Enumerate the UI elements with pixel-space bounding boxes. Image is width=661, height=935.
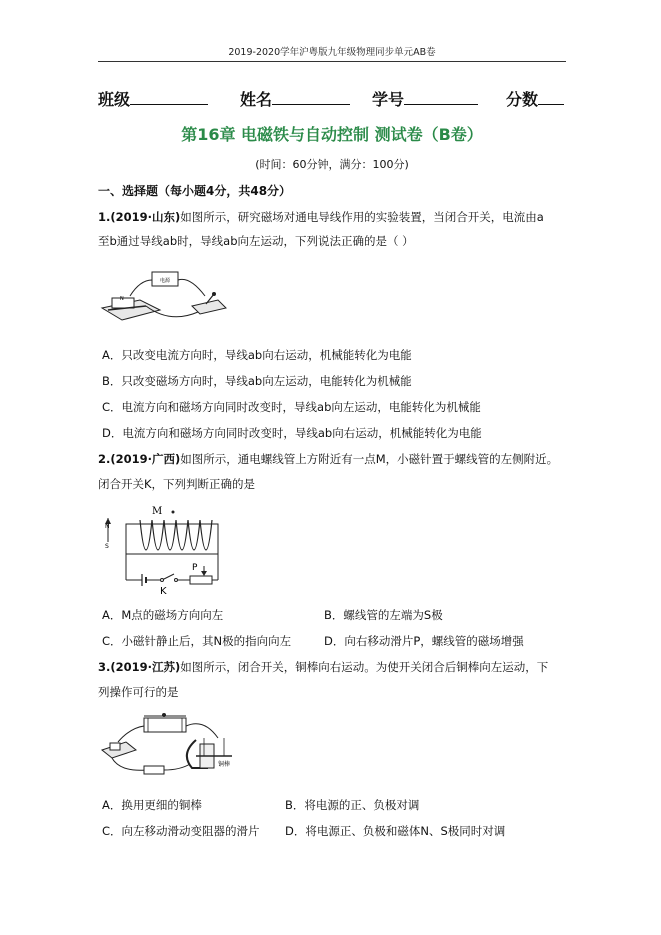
question-2-option-b[interactable]: B．螺线管的左端为S极 xyxy=(324,608,443,622)
name-field xyxy=(240,87,350,110)
question-1-text-1: 如图所示，研究磁场对通电导线作用的实验装置，当闭合开关，电流由a xyxy=(180,210,544,224)
question-3-option-b[interactable]: B．将电源的正、负极对调 xyxy=(285,798,420,812)
student-id-blank[interactable] xyxy=(404,88,478,105)
student-id-field xyxy=(372,87,478,110)
question-1-option-a[interactable]: A．只改变电流方向时，导线ab向右运动，机械能转化为电能 xyxy=(102,348,412,362)
question-2-line-2: 闭合开关K，下列判断正确的是 xyxy=(98,477,256,491)
question-1-figure xyxy=(100,266,230,326)
question-2-option-d[interactable]: D．向右移动滑片P，螺线管的磁场增强 xyxy=(324,634,524,648)
class-label: 班级 xyxy=(98,90,131,109)
magnet-pole-label: N xyxy=(120,296,124,302)
question-3-source: (2019·江苏) xyxy=(110,660,181,674)
question-1-source: (2019·山东) xyxy=(110,210,181,224)
question-1-option-b[interactable]: B．只改变磁场方向时，导线ab向左运动，电能转化为机械能 xyxy=(102,374,412,388)
power-source-label: 电源 xyxy=(159,278,171,284)
question-2-source: (2019·广西) xyxy=(110,452,181,466)
class-field xyxy=(98,87,208,110)
score-label: 分数 xyxy=(506,90,539,109)
page-title: 第16章 电磁铁与自动控制 测试卷（B卷） xyxy=(181,125,483,144)
question-2-figure xyxy=(100,500,230,600)
switch-k-label: K xyxy=(160,586,167,597)
exam-subtitle: (时间：60分钟，满分：100分) xyxy=(255,158,409,171)
question-2-line-1 xyxy=(98,451,558,467)
student-info-row xyxy=(98,87,566,113)
question-3-option-c[interactable]: C．向左移动滑动变阻器的滑片 xyxy=(102,824,260,838)
question-1-option-d[interactable]: D．电流方向和磁场方向同时改变时，导线ab向右运动，机械能转化为电能 xyxy=(102,426,482,440)
name-label: 姓名 xyxy=(240,90,273,109)
class-blank[interactable] xyxy=(130,88,208,105)
question-2-option-a[interactable]: A．M点的磁场方向向左 xyxy=(102,608,224,622)
student-id-label: 学号 xyxy=(372,90,405,109)
needle-n-label: N xyxy=(105,523,110,530)
copper-rod-label: 铜棒 xyxy=(218,761,231,768)
question-2-text-1: 如图所示，通电螺线管上方附近有一点M，小磁针置于螺线管的左侧附近。 xyxy=(180,452,559,466)
page-header: 2019-2020学年沪粤版九年级物理同步单元AB卷 xyxy=(228,47,436,58)
point-m-label: M xyxy=(152,506,163,517)
question-1-line-1 xyxy=(98,209,544,225)
slider-p-label: P xyxy=(192,563,198,573)
question-2-number: 2. xyxy=(98,452,111,466)
question-1-line-2: 至b通过导线ab时，导线ab向左运动，下列说法正确的是（ ） xyxy=(98,234,414,248)
question-2-option-c[interactable]: C．小磁针静止后，其N极的指向向左 xyxy=(102,634,292,648)
score-field xyxy=(506,87,564,110)
question-3-option-a[interactable]: A．换用更细的铜棒 xyxy=(102,798,202,812)
question-3-figure xyxy=(100,710,240,782)
needle-s-label: S xyxy=(105,543,109,550)
question-3-option-d[interactable]: D．将电源正、负极和磁体N、S极同时对调 xyxy=(285,824,506,838)
name-blank[interactable] xyxy=(272,88,350,105)
question-1-number: 1. xyxy=(98,210,111,224)
score-blank[interactable] xyxy=(538,88,564,105)
question-3-number: 3. xyxy=(98,660,111,674)
header-rule xyxy=(98,61,566,62)
question-3-text-1: 如图所示，闭合开关，铜棒向右运动。为使开关闭合后铜棒向左运动，下 xyxy=(180,660,549,674)
question-1-option-c[interactable]: C．电流方向和磁场方向同时改变时，导线ab向左运动，电能转化为机械能 xyxy=(102,400,481,414)
section-heading: 一、选择题（每小题4分，共48分） xyxy=(98,184,292,198)
question-3-line-1 xyxy=(98,659,548,675)
question-3-line-2: 列操作可行的是 xyxy=(98,685,179,699)
